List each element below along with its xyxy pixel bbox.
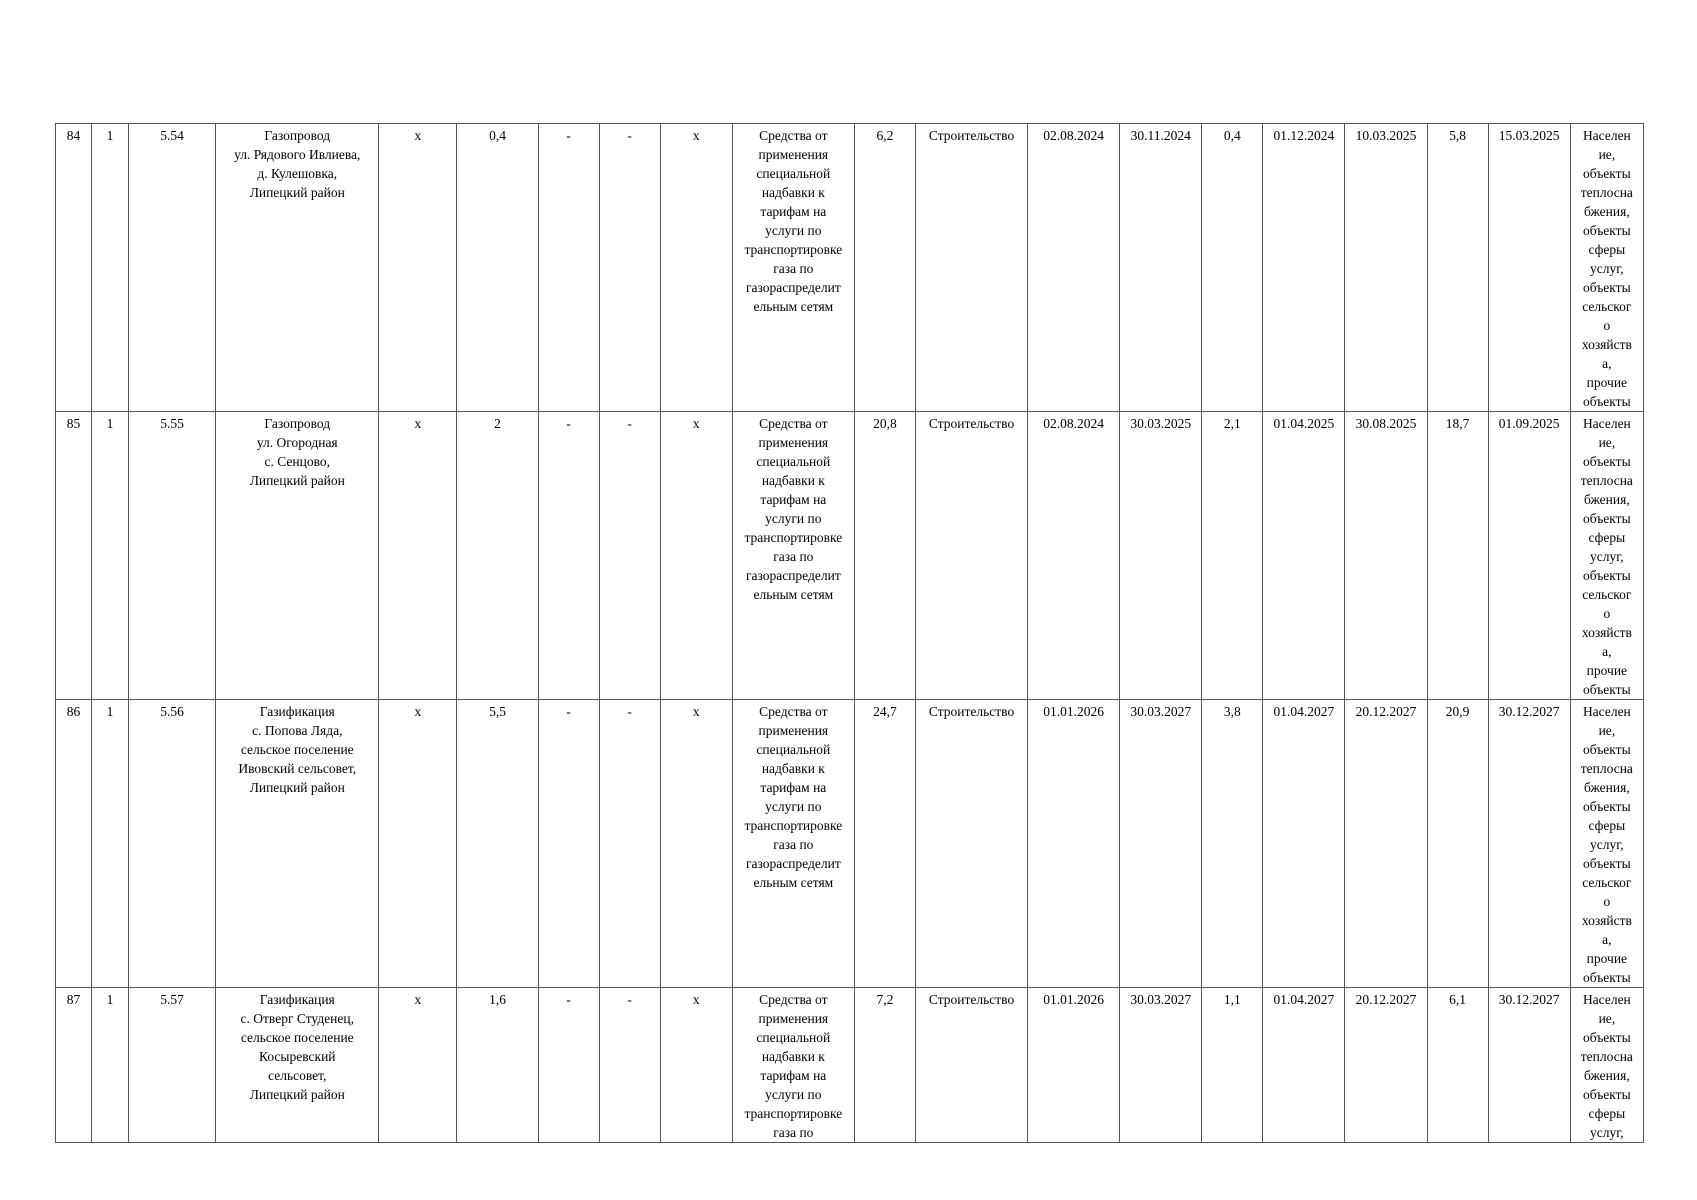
second-end-date: 30.08.2025 — [1345, 412, 1427, 700]
cell-dash: - — [599, 124, 660, 412]
funding-source: Средства от применения специальной надбавки к тарифам на услуги по транспортировке газа по газораспределит ельным сетям — [732, 412, 854, 700]
second-stage-value: 18,7 — [1427, 412, 1488, 700]
cell-dash: - — [538, 124, 599, 412]
cell-dash: - — [538, 412, 599, 700]
second-start-date: 01.12.2024 — [1263, 124, 1345, 412]
work-stage: Строительство — [915, 700, 1027, 988]
second-start-date: 01.04.2027 — [1263, 988, 1345, 1143]
funding-source: Средства от применения специальной надбавки к тарифам на услуги по транспортировке газа по газораспределит ельным сетям — [732, 700, 854, 988]
cell-marker: х — [660, 412, 732, 700]
second-start-date: 01.04.2025 — [1263, 412, 1345, 700]
item-code: 5.57 — [129, 988, 216, 1143]
commission-date: 15.03.2025 — [1488, 124, 1570, 412]
end-date: 30.11.2024 — [1120, 124, 1202, 412]
cell-count: 1 — [92, 700, 129, 988]
cost-value: 6,2 — [854, 124, 915, 412]
second-end-date: 10.03.2025 — [1345, 124, 1427, 412]
second-end-date: 20.12.2027 — [1345, 988, 1427, 1143]
stage-value: 1,1 — [1202, 988, 1263, 1143]
item-code: 5.54 — [129, 124, 216, 412]
length-value: 1,6 — [457, 988, 538, 1143]
cell-dash: - — [599, 700, 660, 988]
second-stage-value: 6,1 — [1427, 988, 1488, 1143]
start-date: 02.08.2024 — [1028, 124, 1120, 412]
consumer-categories: Населен ие, объекты теплосна бжения, объекты сферы услуг, объекты сельског о хозяйств а, прочие объекты — [1570, 412, 1643, 700]
start-date: 01.01.2026 — [1028, 700, 1120, 988]
cell-marker: х — [660, 988, 732, 1143]
cost-value: 7,2 — [854, 988, 915, 1143]
item-code: 5.55 — [129, 412, 216, 700]
consumer-categories: Населен ие, объекты теплосна бжения, объекты сферы услуг, объекты сельског о хозяйств а, прочие объекты — [1570, 700, 1643, 988]
start-date: 01.01.2026 — [1028, 988, 1120, 1143]
second-start-date: 01.04.2027 — [1263, 700, 1345, 988]
consumer-categories: Населен ие, объекты теплосна бжения, объекты сферы услуг, объекты сельског о хозяйств а, прочие объекты — [1570, 124, 1643, 412]
object-name: Газопровод ул. Рядового Ивлиева, д. Кулешовка, Липецкий район — [216, 124, 379, 412]
second-stage-value: 20,9 — [1427, 700, 1488, 988]
work-stage: Строительство — [915, 124, 1027, 412]
funding-source: Средства от применения специальной надбавки к тарифам на услуги по транспортировке газа по — [732, 988, 854, 1143]
start-date: 02.08.2024 — [1028, 412, 1120, 700]
row-number: 87 — [56, 988, 92, 1143]
cell-dash: - — [599, 988, 660, 1143]
row-number: 84 — [56, 124, 92, 412]
commission-date: 30.12.2027 — [1488, 700, 1570, 988]
object-name: Газификация с. Попова Ляда, сельское поселение Ивовский сельсовет, Липецкий район — [216, 700, 379, 988]
object-name: Газификация с. Отверг Студенец, сельское поселение Косыревский сельсовет, Липецкий район — [216, 988, 379, 1143]
cell-marker: х — [379, 124, 457, 412]
work-stage: Строительство — [915, 988, 1027, 1143]
cell-marker: х — [379, 700, 457, 988]
end-date: 30.03.2027 — [1120, 700, 1202, 988]
cell-marker: х — [660, 124, 732, 412]
funding-source: Средства от применения специальной надбавки к тарифам на услуги по транспортировке газа по газораспределит ельным сетям — [732, 124, 854, 412]
row-number: 85 — [56, 412, 92, 700]
consumer-categories: Населен ие, объекты теплосна бжения, объекты сферы услуг, — [1570, 988, 1643, 1143]
cost-value: 24,7 — [854, 700, 915, 988]
cell-dash: - — [599, 412, 660, 700]
cell-marker: х — [660, 700, 732, 988]
second-stage-value: 5,8 — [1427, 124, 1488, 412]
cell-marker: х — [379, 988, 457, 1143]
cost-value: 20,8 — [854, 412, 915, 700]
end-date: 30.03.2025 — [1120, 412, 1202, 700]
investment-program-table — [55, 123, 1644, 1143]
work-stage: Строительство — [915, 412, 1027, 700]
table-row — [56, 700, 1644, 988]
length-value: 2 — [457, 412, 538, 700]
commission-date: 30.12.2027 — [1488, 988, 1570, 1143]
table-row — [56, 124, 1644, 412]
stage-value: 2,1 — [1202, 412, 1263, 700]
cell-dash: - — [538, 988, 599, 1143]
item-code: 5.56 — [129, 700, 216, 988]
row-number: 86 — [56, 700, 92, 988]
object-name: Газопровод ул. Огородная с. Сенцово, Липецкий район — [216, 412, 379, 700]
stage-value: 3,8 — [1202, 700, 1263, 988]
cell-count: 1 — [92, 124, 129, 412]
table-row — [56, 412, 1644, 700]
cell-dash: - — [538, 700, 599, 988]
cell-count: 1 — [92, 988, 129, 1143]
length-value: 0,4 — [457, 124, 538, 412]
commission-date: 01.09.2025 — [1488, 412, 1570, 700]
stage-value: 0,4 — [1202, 124, 1263, 412]
table-row — [56, 988, 1644, 1143]
second-end-date: 20.12.2027 — [1345, 700, 1427, 988]
end-date: 30.03.2027 — [1120, 988, 1202, 1143]
cell-count: 1 — [92, 412, 129, 700]
length-value: 5,5 — [457, 700, 538, 988]
cell-marker: х — [379, 412, 457, 700]
